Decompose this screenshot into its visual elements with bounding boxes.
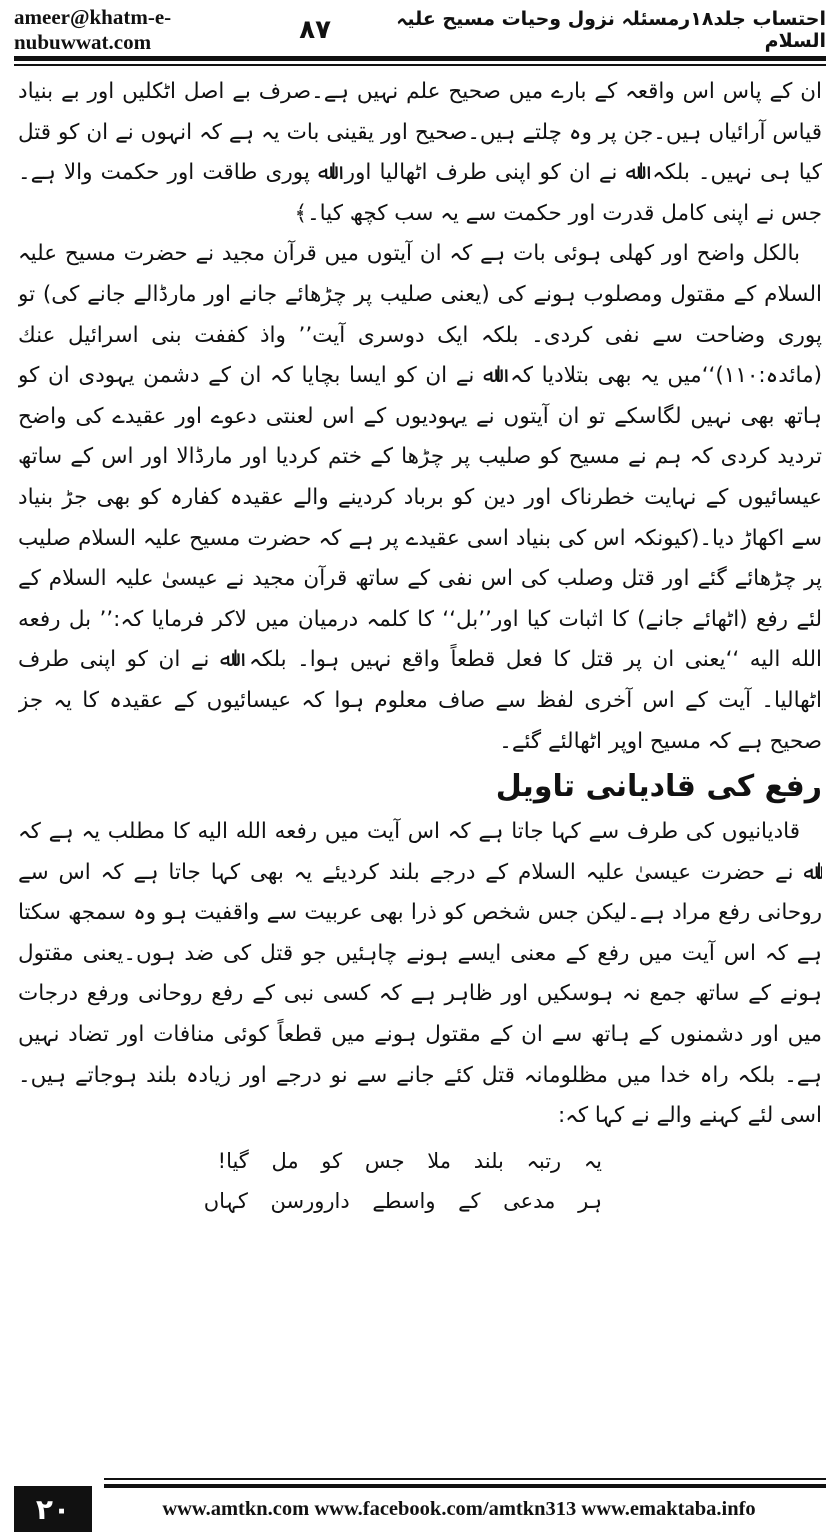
poem-couplet: [18, 1141, 822, 1221]
header-series-title: احتساب جلد۱۸رمسئلہ نزول وحیات مسیح علیہ السلام: [396, 8, 826, 52]
paragraph-2: بالکل واضح اور کھلی ہوئی بات ہے کہ ان آیتوں میں قرآن مجید نے حضرت مسیح علیہ السلام کے مقتول ومصلوب ہونے کی (یعنی صلیب پر چڑھائے جانے اور مارڈالے جانے کی) تو پوری وضاحت سے نفی کردی۔ بلکہ ایک دوسری آیت’’ واذ کففت بنی اسرائیل عنك (مائدہ:۱۱۰)‘‘میں یہ بھی بتلادیا کہ اﷲ نے ان کو ایسا بچایا کہ ان کے دشمن یہودی ان کو ہاتھ بھی نہیں لگاسکے تو ان آیتوں نے یہودیوں کے اس لعنتی دعوے اور عقیدے کی واضح تردید کردی کہ ہم نے مسیح کو صلیب پر چڑھا کے ختم کردیا اور مارڈالا اور اس کے ساتھ عیسائیوں کے نہایت خطرناک اور دین کو برباد کردینے والے عقیدہ کفارہ کو بھی جڑ بنیاد سے اکھاڑ دیا۔(کیونکہ اس کی بنیاد اسی عقیدے پر ہے کہ حضرت مسیح علیہ السلام صلیب پر چڑھائے گئے اور قتل وصلب کی اس نفی کے ساتھ قرآن مجید نے عیسیٰ علیہ السلام کے لئے رفع (اٹھائے جانے) کا اثبات کیا اور’’بل‘‘ کا کلمہ درمیان میں لاکر فرمایا کہ:’’ بل رفعه الله الیه ‘‘یعنی ان پر قتل کا فعل قطعاً واقع نہیں ہوا۔ بلکہ اﷲ نے ان کو اپنی طرف اٹھالیا۔ آیت کے اس آخری لفظ سے صاف معلوم ہوا کہ عیسائیوں کے عقیدہ کا یہ جز صحیح ہے کہ مسیح اوپر اٹھالئے گئے۔: [18, 241, 822, 754]
footer-links[interactable]: www.amtkn.com www.facebook.com/amtkn313 www.emaktaba.info: [162, 1497, 756, 1520]
page-footer: [14, 1486, 826, 1532]
header-rule-thin: [14, 64, 826, 66]
paragraph-3: قادیانیوں کی طرف سے کہا جاتا ہے کہ اس آیت میں رفعه الله الیه کا مطلب یہ ہے کہ اﷲ نے حضرت عیسیٰ علیہ السلام کے درجے بلند کردیئے یہ بھی کہا جاتا ہے کہ اس سے روحانی رفع مراد ہے۔لیکن جس شخص کو ذرا بھی عربیت سے واقفیت ہو وہ سمجھ سکتا ہے کہ اس آیت میں رفع کے معنی ایسے ہونے چاہئیں جو قتل کی ضد ہوں۔یعنی مقتول ہونے کے ساتھ جمع نہ ہوسکیں اور ظاہر ہے کہ کسی نبی کے رفع روحانی ورفع درجات میں اور دشمنوں کے ہاتھ سے ان کے مقتول ہونے میں قطعاً کوئی منافات اور تضاد نہیں ہے۔ بلکہ راہ خدا میں مظلومانہ قتل کئے جانے سے نو درجے اور زیادہ بلند ہوجاتے ہیں۔اسی لئے کہنے والے نے کہا کہ:: [18, 819, 822, 1129]
section-heading: رفع کی قادیانی تاویل: [495, 769, 822, 805]
footer-rule-thin: [104, 1478, 826, 1480]
header-page-number: ۸۷: [299, 15, 331, 45]
header-title-group: [299, 8, 826, 52]
header-rule-thick: [14, 56, 826, 61]
page-header: [14, 5, 826, 54]
page-body: [18, 72, 822, 1457]
poem-verse-2: ہر مدعی کے واسطے دارورسن کہاں: [203, 1188, 602, 1213]
paragraph-1: ان کے پاس اس واقعہ کے بارے میں صحیح علم نہیں ہے۔صرف بے اصل اٹکلیں اور بے بنیاد قیاس آرائیاں ہیں۔جن پر وہ چلتے ہیں۔صحیح اور یقینی بات یہ ہے کہ انہوں نے ان کو قتل کیا ہی نہیں۔ بلکہ اﷲ نے ان کو اپنی طرف اٹھالیا اور اﷲ پوری طاقت اور حکمت والا ہے۔جس نے اپنی کامل قدرت اور حکمت سے یہ سب کچھ کیا۔﴾: [18, 79, 822, 226]
footer-page-number-box: ۲۰: [14, 1486, 92, 1532]
header-email: ameer@khatm-e-nubuwwat.com: [14, 5, 172, 54]
poem-verse-1: یہ رتبہ بلند ملا جس کو مل گیا!: [217, 1148, 602, 1173]
